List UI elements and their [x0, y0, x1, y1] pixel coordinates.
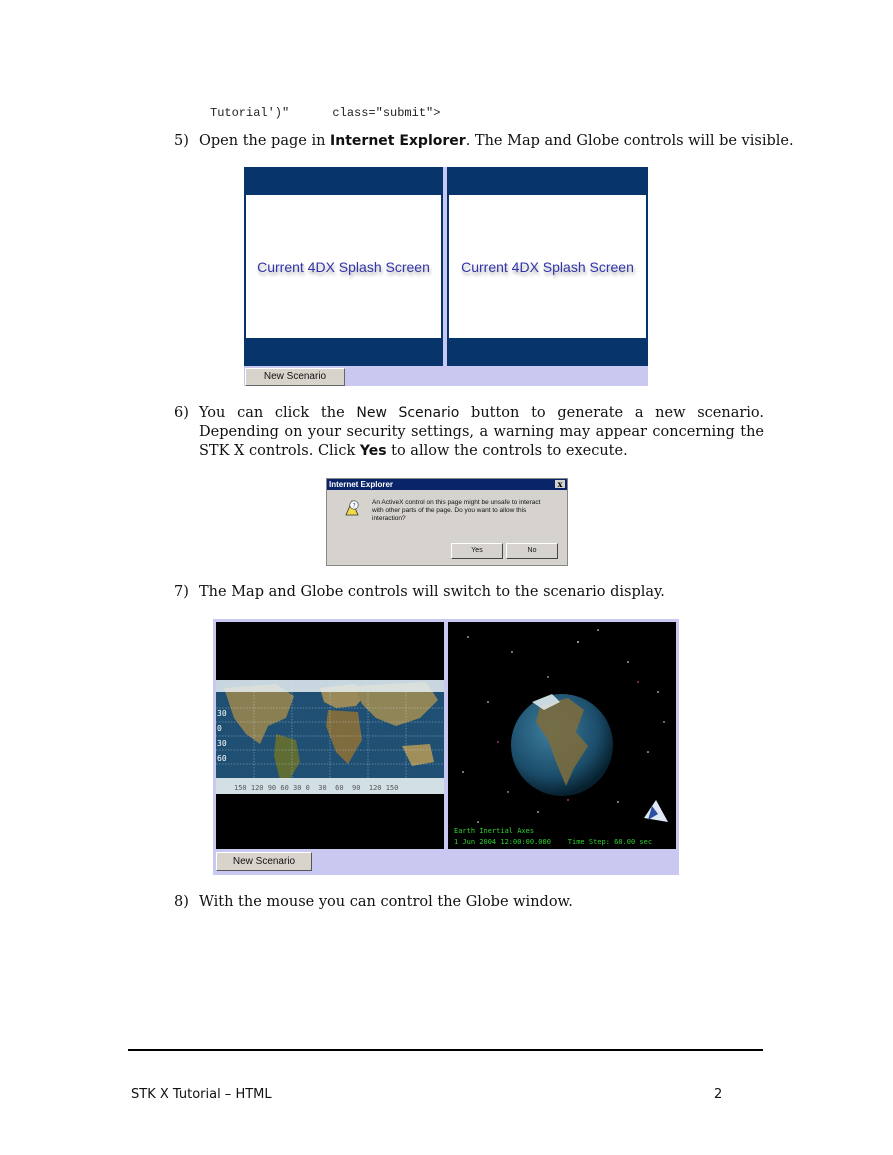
activex-warning-dialog	[326, 478, 568, 566]
map-control-pane	[244, 167, 443, 366]
lat-label: 0	[217, 724, 222, 733]
globe-control-window[interactable]	[448, 622, 676, 849]
browser-name: Internet Explorer	[330, 133, 466, 149]
globe-view	[448, 622, 676, 849]
code-snippet-line: Tutorial')" class="submit">	[210, 106, 441, 120]
lat-label: 30	[217, 739, 227, 748]
splash-text: Current 4DX Splash Screen	[461, 258, 634, 275]
button-name: New Scenario	[356, 405, 460, 421]
dialog-title: Internet Explorer	[327, 479, 567, 490]
globe-control-pane	[447, 167, 648, 366]
splash-text: Current 4DX Splash Screen	[257, 258, 430, 275]
lat-label: 60	[217, 754, 227, 763]
footer-divider	[128, 1049, 763, 1051]
map-lon-labels: 150 120 90 60 30 0 30 60 90 120 150	[234, 784, 399, 792]
step-text: You can click the	[199, 405, 357, 421]
step-text: button to generate a new scenario. Depending on your security settings, a warning may appear concerning the STK X controls. Click	[199, 405, 764, 459]
svg-text:?: ?	[352, 502, 356, 510]
globe-axes-label: Earth Inertial Axes	[454, 827, 535, 835]
new-scenario-button[interactable]: New Scenario	[216, 852, 312, 871]
close-icon[interactable]: x	[555, 480, 565, 488]
step-number: 6)	[174, 405, 189, 421]
splash-screen-figure	[244, 167, 648, 386]
globe-time-label: 1 Jun 2004 12:00:00.000 Time Step: 60.00 sec	[454, 838, 653, 846]
yes-button[interactable]: Yes	[451, 543, 503, 559]
lat-label: 30	[217, 709, 227, 718]
scenario-display-figure	[213, 619, 679, 875]
step-text: to allow the controls to execute.	[386, 443, 628, 459]
step-text: Open the page in	[199, 133, 331, 149]
world-map	[216, 622, 444, 849]
step-number: 7)	[174, 584, 189, 600]
map-control-window[interactable]	[216, 622, 444, 849]
step-text: The Map and Globe controls will switch to the scenario display.	[199, 584, 665, 600]
new-scenario-button[interactable]: New Scenario	[245, 368, 345, 386]
yes-label: Yes	[359, 443, 387, 459]
footer-title: STK X Tutorial – HTML	[131, 1087, 272, 1102]
step-6	[174, 404, 764, 461]
dialog-message: An ActiveX control on this page might be unsafe to interact with other parts of the page. Do you want to allow this interaction?	[372, 499, 541, 522]
warning-icon	[343, 499, 361, 517]
step-text: With the mouse you can control the Globe window.	[199, 894, 573, 910]
step-number: 8)	[174, 894, 189, 910]
page-number: 2	[714, 1087, 723, 1102]
step-text: . The Map and Globe controls will be visible.	[465, 133, 794, 149]
no-button[interactable]: No	[506, 543, 558, 559]
map-lat-labels	[217, 706, 227, 766]
step-number: 5)	[174, 133, 189, 149]
